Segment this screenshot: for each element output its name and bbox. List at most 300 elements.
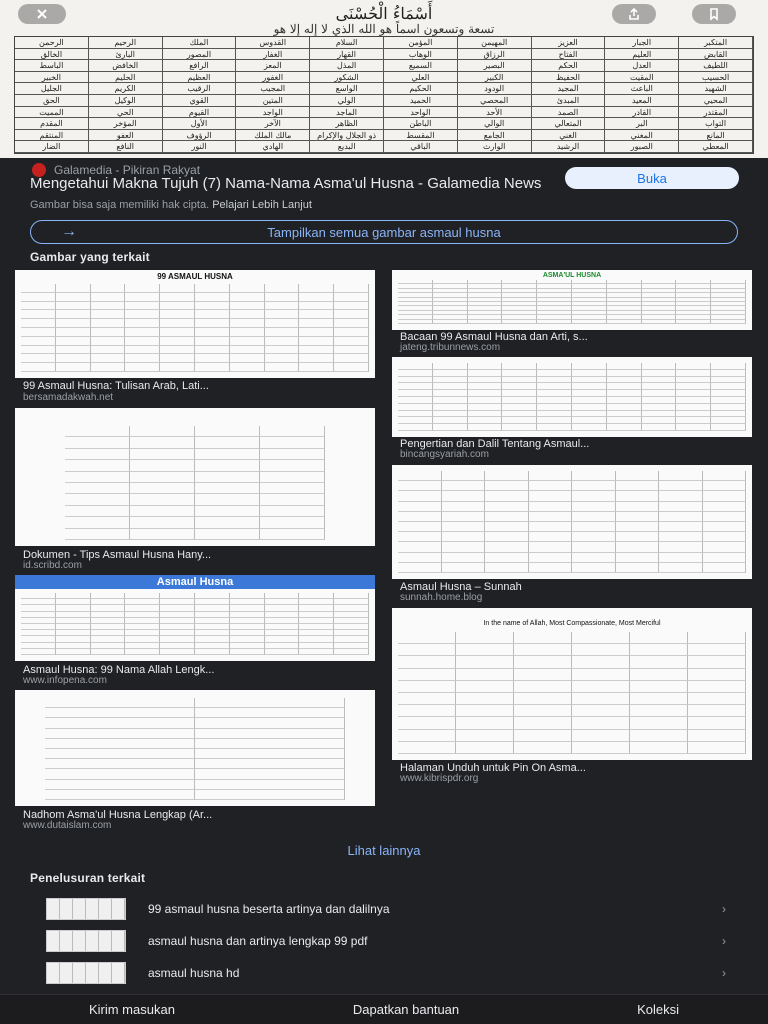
thumbnail-table-cell [334, 328, 369, 337]
thumbnail-table-cell [572, 644, 630, 656]
thumbnail-table-cell [334, 354, 369, 363]
name-cell: المذل [310, 60, 384, 72]
thumbnail-table-cell [65, 437, 130, 448]
related-card[interactable] [15, 575, 375, 686]
name-cell: الماجد [310, 107, 384, 119]
thumbnail-table-cell [485, 542, 529, 552]
name-cell: العلي [384, 72, 458, 84]
thumbnail-table-cell [195, 529, 260, 540]
thumbnail-table-cell [485, 553, 529, 563]
related-search-thumbnail [46, 930, 126, 952]
name-cell: الباقي [384, 141, 458, 153]
thumbnail-table-cell [195, 302, 230, 311]
name-cell: الواحد [384, 107, 458, 119]
thumbnail-table-cell [442, 563, 486, 573]
thumbnail-table-cell [502, 397, 537, 404]
name-cell: الرافع [163, 60, 237, 72]
thumbnail-table-cell [456, 730, 514, 742]
thumbnail-table-cell [125, 354, 160, 363]
thumbnail-table-cell [616, 471, 660, 481]
thumbnail-table-cell [265, 649, 300, 655]
name-cell: اللطيف [679, 60, 753, 72]
thumbnail-table-cell [130, 460, 195, 471]
thumbnail-table-cell [442, 553, 486, 563]
related-card[interactable] [392, 608, 752, 782]
thumbnail-table-cell [334, 346, 369, 355]
name-cell: الجليل [15, 83, 89, 95]
thumbnail-table-cell [265, 293, 300, 302]
thumbnail-table-cell [630, 669, 688, 681]
related-search-thumbnail [46, 898, 126, 920]
thumbnail-table-cell [45, 780, 195, 790]
open-button[interactable]: Buka [565, 167, 739, 189]
name-cell: المغني [605, 130, 679, 142]
related-thumbnail [392, 270, 752, 330]
thumbnail-table-cell [334, 284, 369, 293]
thumbnail-table-cell [630, 656, 688, 668]
thumbnail-table-cell [642, 404, 677, 411]
thumbnail-table-cell [659, 522, 703, 532]
related-card[interactable] [15, 690, 375, 831]
thumbnail-table-cell [537, 377, 572, 384]
thumbnail-table-cell [468, 320, 503, 324]
name-cell: العليم [605, 49, 679, 61]
thumbnail-table-cell [572, 363, 607, 370]
thumbnail-table-cell [659, 553, 703, 563]
card-title: Asmaul Husna: 99 Nama Allah Lengk... [23, 664, 215, 676]
name-cell: المعيد [605, 95, 679, 107]
thumbnail-table-cell [572, 404, 607, 411]
related-search-item[interactable] [46, 898, 726, 920]
name-cell: القوي [163, 95, 237, 107]
thumbnail-table-cell [21, 354, 56, 363]
thumbnail-table-cell [299, 284, 334, 293]
thumbnail-table-cell [688, 669, 746, 681]
thumbnail-table-cell [398, 730, 456, 742]
thumbnail-table-cell [260, 449, 325, 460]
name-cell: الواسع [310, 83, 384, 95]
thumbnail-table-cell [572, 717, 630, 729]
thumbnail-table-cell [468, 383, 503, 390]
thumbnail-table-cell [65, 529, 130, 540]
thumbnail-table-cell [299, 363, 334, 372]
thumbnail-table-cell [537, 383, 572, 390]
thumbnail-table-cell [260, 483, 325, 494]
name-cell: الظاهر [310, 118, 384, 130]
thumbnail-table-cell [334, 302, 369, 311]
thumbnail-table-cell [572, 742, 630, 754]
thumbnail-table-cell [195, 718, 345, 728]
thumbnail-table-cell [334, 649, 369, 655]
thumbnail-table-cell [125, 328, 160, 337]
thumbnail-table-cell [456, 705, 514, 717]
thumbnail-table-cell [195, 729, 345, 739]
thumbnail-table-cell [485, 532, 529, 542]
thumbnail-table-cell [45, 749, 195, 759]
thumbnail-table-cell [468, 377, 503, 384]
name-cell: الوالي [458, 118, 532, 130]
thumbnail-table-cell [398, 632, 456, 644]
name-cell: البر [605, 118, 679, 130]
thumbnail-table-cell [195, 780, 345, 790]
thumbnail-table-cell [572, 471, 616, 481]
name-cell: الكريم [89, 83, 163, 95]
thumbnail-table-cell [514, 656, 572, 668]
thumbnail-table-cell [21, 284, 56, 293]
thumbnail-table-cell [607, 370, 642, 377]
thumbnail-table-cell [630, 681, 688, 693]
show-all-images-button[interactable] [30, 220, 738, 244]
thumbnail-table-cell [688, 717, 746, 729]
name-cell: الكبير [458, 72, 532, 84]
name-cell: الحي [89, 107, 163, 119]
thumbnail-table-cell [502, 383, 537, 390]
thumbnail-table-cell [265, 363, 300, 372]
thumbnail-table-cell [398, 681, 456, 693]
related-thumbnail [392, 465, 752, 579]
name-cell: الحسيب [679, 72, 753, 84]
thumbnail-table-cell [21, 302, 56, 311]
thumbnail-table-cell [299, 649, 334, 655]
thumbnail-table-cell [572, 681, 630, 693]
name-cell: الباسط [15, 60, 89, 72]
thumbnail-table-cell [299, 328, 334, 337]
thumbnail-table-cell [56, 354, 91, 363]
thumbnail-table-cell [616, 563, 660, 573]
thumbnail-table-cell [91, 354, 126, 363]
thumbnail-table-cell [711, 424, 746, 431]
thumbnail-table-cell [125, 293, 160, 302]
thumbnail-table-cell [299, 293, 334, 302]
card-source: www.kibrispdr.org [400, 773, 479, 784]
name-cell: الباعث [605, 83, 679, 95]
thumbnail-table-cell [703, 542, 747, 552]
thumbnail-table-cell [572, 705, 630, 717]
thumbnail-table-cell [456, 632, 514, 644]
thumbnail-table-cell [616, 532, 660, 542]
thumbnail-table-cell [502, 370, 537, 377]
thumbnail-table-cell [442, 502, 486, 512]
thumbnail-table-cell [433, 390, 468, 397]
thumbnail-table-cell [230, 363, 265, 372]
thumbnail-table-cell [195, 460, 260, 471]
thumbnail-table-cell [433, 363, 468, 370]
thumbnail-table-cell [442, 512, 486, 522]
thumbnail-table-cell [433, 424, 468, 431]
thumbnail-table-cell [398, 397, 433, 404]
thumbnail-table-cell [160, 346, 195, 355]
thumbnail-table-cell [56, 328, 91, 337]
thumbnail-table-cell [502, 424, 537, 431]
thumbnail-table-cell [456, 681, 514, 693]
thumbnail-table-cell [659, 481, 703, 491]
thumbnail-table-cell [642, 390, 677, 397]
card-title: 99 Asmaul Husna: Tulisan Arab, Lati... [23, 380, 209, 392]
card-source: sunnah.home.blog [400, 592, 483, 603]
thumbnail-table-cell [688, 656, 746, 668]
thumbnail-table-cell [45, 729, 195, 739]
related-thumbnail [15, 270, 375, 378]
thumbnail-table-cell [21, 328, 56, 337]
thumbnail-table-cell [398, 481, 442, 491]
names-table [14, 36, 754, 154]
thumbnail-table-cell [265, 284, 300, 293]
thumbnail-table-cell [485, 502, 529, 512]
thumbnail-table-cell [711, 404, 746, 411]
name-cell: العظيم [163, 72, 237, 84]
thumbnail-table-cell [468, 363, 503, 370]
thumbnail-table-cell [398, 644, 456, 656]
thumbnail-table-cell [65, 483, 130, 494]
thumbnail-table-cell [56, 649, 91, 655]
name-cell: التواب [679, 118, 753, 130]
thumbnail-table-cell [433, 383, 468, 390]
thumbnail-table-cell [607, 397, 642, 404]
thumbnail-table-cell [616, 512, 660, 522]
thumbnail-table-cell [195, 363, 230, 372]
name-cell: الغفور [236, 72, 310, 84]
name-cell: مالك الملك [236, 130, 310, 142]
thumbnail-table-cell [125, 319, 160, 328]
thumbnail-table-cell [195, 517, 260, 528]
related-card[interactable] [392, 270, 752, 353]
thumbnail-banner: ASMA'UL HUSNA [542, 272, 602, 279]
thumbnail-table-cell [230, 354, 265, 363]
thumbnail-table-cell [607, 404, 642, 411]
name-cell: القدوس [236, 37, 310, 49]
name-cell: الصمد [532, 107, 606, 119]
related-card[interactable] [15, 270, 375, 403]
thumbnail-table-cell [572, 730, 630, 742]
related-card[interactable] [392, 357, 752, 460]
thumbnail-table-cell [260, 472, 325, 483]
thumbnail-table-cell [468, 370, 503, 377]
related-card[interactable] [15, 408, 375, 571]
name-cell: الأحد [458, 107, 532, 119]
thumbnail-table-cell [334, 319, 369, 328]
thumbnail-table-cell [398, 404, 433, 411]
thumbnail-table-cell [398, 742, 456, 754]
thumbnail-table-cell [398, 471, 442, 481]
thumbnail-table-cell [56, 293, 91, 302]
thumbnail-table-cell [468, 404, 503, 411]
thumbnail-table-cell [468, 411, 503, 418]
thumbnail-table-cell [630, 705, 688, 717]
related-search-item[interactable] [46, 930, 726, 952]
thumbnail-table-cell [230, 346, 265, 355]
copyright-text: Gambar bisa saja memiliki hak cipta. [30, 199, 210, 211]
name-cell: الرحيم [89, 37, 163, 49]
thumbnail-table-cell [230, 302, 265, 311]
thumbnail-table-cell [433, 320, 468, 324]
thumbnail-table-cell [456, 742, 514, 754]
thumbnail-table-cell [703, 512, 747, 522]
name-cell: المقسط [384, 130, 458, 142]
share-button[interactable] [612, 4, 656, 24]
thumbnail-table-cell [21, 346, 56, 355]
thumbnail-table-cell [265, 310, 300, 319]
thumbnail-table-cell [65, 506, 130, 517]
thumbnail-table-cell [398, 320, 433, 324]
name-cell: الرزاق [458, 49, 532, 61]
thumbnail-table-cell [659, 471, 703, 481]
thumbnail-table-cell [676, 383, 711, 390]
thumbnail-table-cell [45, 769, 195, 779]
thumbnail-table-cell [711, 397, 746, 404]
thumbnail-table-cell [659, 512, 703, 522]
thumbnail-table-cell [607, 320, 642, 324]
name-cell: المقتدر [679, 107, 753, 119]
thumbnail-table-cell [642, 411, 677, 418]
thumbnail-table-cell [130, 437, 195, 448]
thumbnail-table-cell [299, 354, 334, 363]
thumbnail-table-cell [485, 522, 529, 532]
name-cell: الرقيب [163, 83, 237, 95]
thumbnail-table-cell [91, 319, 126, 328]
card-source: www.infopena.com [23, 675, 107, 686]
thumbnail-table-cell [537, 320, 572, 324]
name-cell: المنتقم [15, 130, 89, 142]
thumbnail-table-cell [572, 542, 616, 552]
thumbnail-table-cell [572, 693, 630, 705]
thumbnail-table-cell [195, 506, 260, 517]
thumbnail-table-cell [195, 790, 345, 800]
thumbnail-table-cell [91, 302, 126, 311]
thumbnail-table-cell [514, 681, 572, 693]
thumbnail-table-cell [630, 644, 688, 656]
thumbnail-table-cell [260, 529, 325, 540]
thumbnail-table-cell [572, 383, 607, 390]
get-help-link[interactable]: Dapatkan bantuan [352, 1002, 460, 1017]
thumbnail-table-cell [195, 472, 260, 483]
thumbnail-table-cell [537, 363, 572, 370]
thumbnail-table-cell [91, 649, 126, 655]
learn-more-link[interactable]: Pelajari Lebih Lanjut [212, 199, 312, 211]
copyright-note [30, 199, 312, 211]
thumbnail-table-cell [398, 383, 433, 390]
source-title[interactable]: Mengetahui Makna Tujuh (7) Nama-Nama Asma'ul Husna - Galamedia News [30, 175, 542, 192]
thumbnail-table-cell [21, 337, 56, 346]
thumbnail-table-cell [537, 417, 572, 424]
thumbnail-table-cell [642, 370, 677, 377]
thumbnail-table-cell [537, 411, 572, 418]
name-cell: المتكبر [679, 37, 753, 49]
name-cell: العفو [89, 130, 163, 142]
thumbnail-table-cell [125, 310, 160, 319]
thumbnail-table-cell [195, 759, 345, 769]
thumbnail-table-cell [711, 383, 746, 390]
thumbnail-table-cell [433, 377, 468, 384]
thumbnail-table-cell [529, 542, 573, 552]
collections-link[interactable]: Koleksi [637, 1002, 679, 1017]
thumbnail-table-cell [21, 293, 56, 302]
image-heading: أَسْمَاءُ الْحُسْنَى [335, 4, 433, 23]
related-search-item[interactable] [46, 962, 726, 984]
preview-image[interactable] [0, 0, 768, 158]
save-button[interactable] [692, 4, 736, 24]
thumbnail-table-cell [529, 471, 573, 481]
image-subheading: تسعة وتسعون اسماً هو الله الذي لا إله إلا هو [273, 22, 495, 36]
thumbnail-table-cell [703, 563, 747, 573]
send-feedback-link[interactable]: Kirim masukan [88, 1002, 175, 1017]
thumbnail-table-cell [433, 404, 468, 411]
name-cell: القهار [310, 49, 384, 61]
thumbnail-table-cell [514, 742, 572, 754]
thumbnail-table-cell [456, 669, 514, 681]
thumbnail-table-cell [125, 302, 160, 311]
thumbnail-table-cell [195, 426, 260, 437]
thumbnail-table-cell [230, 293, 265, 302]
thumbnail-table-cell [607, 363, 642, 370]
thumbnail-table-cell [676, 424, 711, 431]
thumbnail-table-cell [572, 377, 607, 384]
name-cell: العزيز [532, 37, 606, 49]
thumbnail-table-cell [676, 370, 711, 377]
related-images-heading: Gambar yang terkait [30, 250, 150, 264]
thumbnail-table-cell [433, 370, 468, 377]
thumbnail-table-cell [442, 532, 486, 542]
thumbnail-table-cell [130, 517, 195, 528]
name-cell: القيوم [163, 107, 237, 119]
name-cell: الحكم [532, 60, 606, 72]
related-thumbnail [392, 357, 752, 437]
thumbnail-table-cell [616, 481, 660, 491]
thumbnail-table-cell [688, 644, 746, 656]
thumbnail-table-cell [514, 717, 572, 729]
thumbnail-table-cell [607, 424, 642, 431]
name-cell: الوارث [458, 141, 532, 153]
thumbnail-table-cell [442, 491, 486, 501]
thumbnail-table-cell [537, 404, 572, 411]
thumbnail-table-cell [711, 370, 746, 377]
thumbnail-table-cell [299, 310, 334, 319]
thumbnail-table-cell [125, 346, 160, 355]
card-title: Halaman Unduh untuk Pin On Asma... [400, 762, 586, 774]
thumbnail-table-cell [91, 284, 126, 293]
thumbnail-table-cell [688, 742, 746, 754]
name-cell: الحميد [384, 95, 458, 107]
related-card[interactable] [392, 465, 752, 601]
thumbnail-table-cell [130, 472, 195, 483]
thumbnail-table-cell [398, 522, 442, 532]
name-cell: المتين [236, 95, 310, 107]
name-cell: السميع [384, 60, 458, 72]
thumbnail-table-cell [91, 346, 126, 355]
name-cell: الخافض [89, 60, 163, 72]
thumbnail-table-cell [572, 522, 616, 532]
thumbnail-table-cell [607, 411, 642, 418]
thumbnail-table-cell [688, 705, 746, 717]
name-cell: الخالق [15, 49, 89, 61]
thumbnail-table-cell [398, 705, 456, 717]
name-cell: الأول [163, 118, 237, 130]
thumbnail-table-cell [398, 656, 456, 668]
see-more-link[interactable]: Lihat lainnya [347, 843, 421, 858]
thumbnail-table-cell [195, 293, 230, 302]
thumbnail-table-cell [334, 363, 369, 372]
name-cell: الولي [310, 95, 384, 107]
thumbnail-table-cell [630, 730, 688, 742]
thumbnail-table-cell [442, 542, 486, 552]
close-button[interactable] [18, 4, 66, 24]
name-cell: الحليم [89, 72, 163, 84]
thumbnail-table-cell [502, 411, 537, 418]
thumbnail-table-cell [45, 759, 195, 769]
thumbnail-table-cell [125, 284, 160, 293]
thumbnail-table-cell [160, 310, 195, 319]
thumbnail-table-cell [514, 669, 572, 681]
name-cell: الحكيم [384, 83, 458, 95]
